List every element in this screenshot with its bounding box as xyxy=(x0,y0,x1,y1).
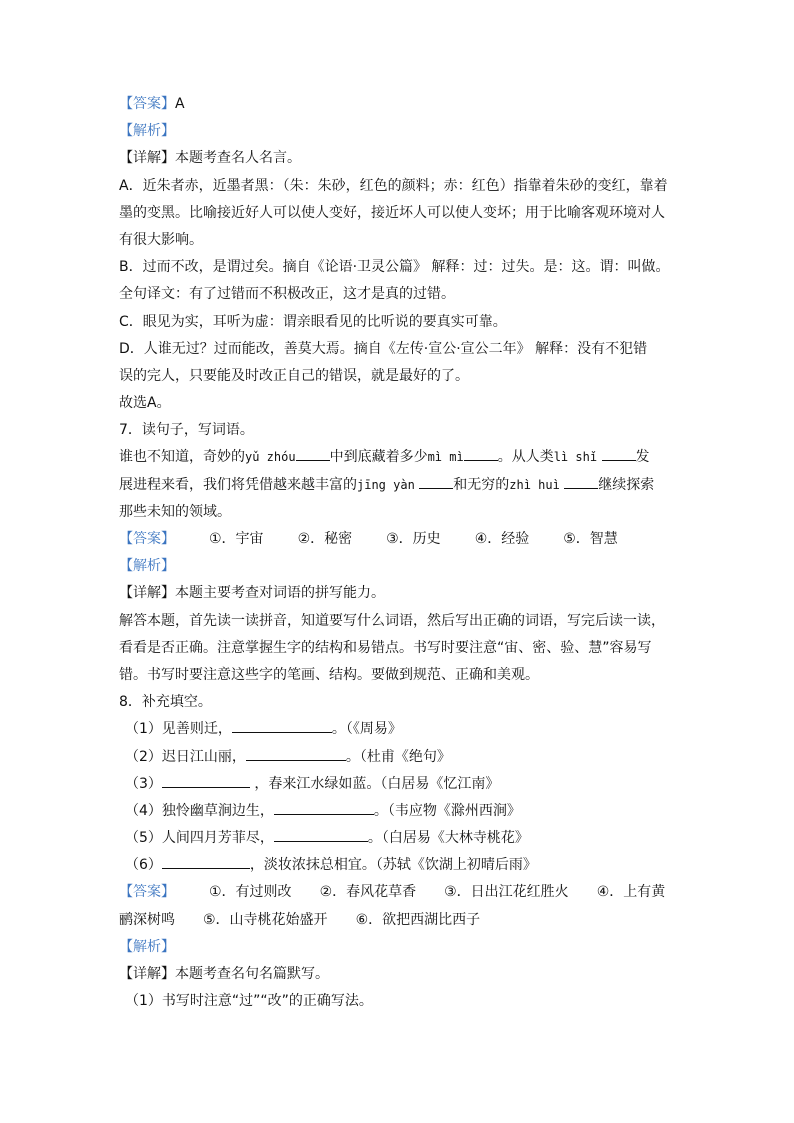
text: 。从人类 xyxy=(497,449,554,466)
text: （5）人间四月芳菲尽， xyxy=(125,830,274,847)
answer-item: ①．有过则改 xyxy=(209,884,292,901)
q6-answer xyxy=(119,93,679,120)
text: 。（白居易《大林寺桃花》 xyxy=(367,830,529,847)
blank xyxy=(419,474,453,489)
blank xyxy=(162,854,250,869)
q6-option-d: D．人谁无过？过而能改，善莫大焉。摘自《左传·宣公·宣公二年》 解释：没有不犯错 xyxy=(119,340,648,357)
q6-option-b-cont: 全句译文：有了过错而不积极改正，这才是真的过错。 xyxy=(119,286,455,303)
pinyin: jīng yàn xyxy=(357,477,415,492)
answer-item: ④．上有黄 xyxy=(596,884,666,901)
blank xyxy=(274,827,368,842)
q8-explanation: （1）书写时注意“过”“改”的正确写法。 xyxy=(125,993,373,1010)
text: 发 xyxy=(635,449,650,466)
text: （6） xyxy=(125,857,162,874)
q8-analysis-label: 【解析】 xyxy=(119,938,175,955)
pinyin: yǔ zhóu xyxy=(245,450,296,465)
answer-label: 【答案】 xyxy=(119,531,175,547)
text: 展进程来看，我们将凭借越来越丰富的 xyxy=(119,476,357,493)
q7-answer xyxy=(119,528,679,555)
pinyin: zhì huì xyxy=(509,477,560,492)
q6-option-a: A．近朱者赤，近墨者黑：（朱：朱砂，红色的颜料；赤：红色）指靠着朱砂的变红，靠着 xyxy=(119,177,668,194)
q8-item-2 xyxy=(119,746,679,773)
q7-explanation: 看看是否正确。注意掌握生字的结构和易错点。书写时要注意“宙、密、验、慧”容易写 xyxy=(119,639,652,656)
q6-conclusion: 故选A。 xyxy=(119,395,171,412)
q8-item-4 xyxy=(119,800,679,827)
blank xyxy=(274,800,374,815)
blank xyxy=(162,773,250,788)
q8-item-3 xyxy=(119,773,679,800)
answer-label: 【答案】 xyxy=(119,884,175,901)
q8-item-5 xyxy=(119,827,679,854)
answer-item: ②．春风花草香 xyxy=(319,884,417,901)
q7-explanation: 错。书写时要注意这些字的笔画、结构。要做到规范、正确和美观。 xyxy=(119,666,539,683)
answer-item: ③．日出江花红胜火 xyxy=(444,884,569,901)
q6-option-d-cont: 误的完人，只要能及时改正自己的错误，就是最好的了。 xyxy=(119,367,469,384)
q8-item-1 xyxy=(119,718,679,745)
answer-item: ③．历史 xyxy=(386,531,441,547)
answer-item: ⑤．山寺桃花始盛开 xyxy=(203,911,328,928)
blank xyxy=(602,446,636,461)
answer-item: 鹂深树鸣 xyxy=(119,911,175,928)
answer-item: ⑥．欲把西湖比西子 xyxy=(355,911,481,928)
q6-analysis-label: 【解析】 xyxy=(119,123,175,140)
text: （1）见善则迁， xyxy=(125,721,232,738)
q7-explanation: 解答本题，首先读一读拼音，知道要写什么词语，然后写出正确的词语，写完后读一读， xyxy=(119,612,665,629)
answer-value: A xyxy=(175,96,185,112)
answer-item: ④．经验 xyxy=(474,531,530,547)
q6-detail: 【详解】本题考查名人名言。 xyxy=(119,150,301,167)
q6-option-c: C．眼见为实，耳听为虚：谓亲眼看见的比听说的要真实可靠。 xyxy=(119,313,507,330)
q8-answer-cont xyxy=(119,909,679,936)
pinyin: mì mì xyxy=(427,450,464,465)
q7-analysis-label: 【解析】 xyxy=(119,558,175,575)
text: 继续探索 xyxy=(598,476,655,493)
text: ，淡妆浓抹总相宜。（苏轼《饮湖上初晴后雨》 xyxy=(249,857,537,874)
q7-line-1 xyxy=(119,446,679,473)
q7-line-2 xyxy=(119,474,679,501)
answer-item: ⑤．智慧 xyxy=(563,531,618,547)
text: 谁也不知道，奇妙的 xyxy=(119,449,245,466)
answer-item: ②．秘密 xyxy=(297,531,353,547)
q7-line-3: 那些未知的领域。 xyxy=(119,503,231,520)
q7-detail: 【详解】本题主要考查对词语的拼写能力。 xyxy=(119,585,385,602)
blank xyxy=(246,746,346,761)
q6-option-b: B．过而不改，是谓过矣。摘自《论语·卫灵公篇》 解释：过：过失。是：这。谓：叫做。 xyxy=(119,259,670,276)
blank xyxy=(232,718,332,733)
q6-option-a-cont: 有很大影响。 xyxy=(119,231,203,248)
q8-detail: 【详解】本题考查名句名篇默写。 xyxy=(119,966,329,982)
q8-answer xyxy=(119,881,679,908)
pinyin: lì shǐ xyxy=(553,450,598,465)
text: 和无穷的 xyxy=(453,476,510,493)
document-page xyxy=(119,93,679,1017)
text: （2）迟日江山丽， xyxy=(125,748,246,765)
text: 。（《周易》 xyxy=(331,721,402,738)
text: （3） xyxy=(125,775,162,792)
answer-item: ①．宇宙 xyxy=(209,531,264,547)
blank xyxy=(296,446,330,461)
text: ，春来江水绿如蓝。（白居易《忆江南》 xyxy=(254,775,500,792)
text: 中到底藏着多少 xyxy=(329,449,428,466)
q6-option-a-cont: 墨的变黑。比喻接近好人可以使人变好，接近坏人可以使人变坏；用于比喻客观环境对人 xyxy=(119,204,665,221)
blank xyxy=(564,474,598,489)
answer-label: 【答案】 xyxy=(119,96,175,112)
text: 。（韦应物《滁州西涧》 xyxy=(373,802,521,819)
text: 。（杜甫《绝句》 xyxy=(345,748,451,765)
q7-title: 7．读句子，写词语。 xyxy=(119,422,254,439)
blank xyxy=(464,446,498,461)
q8-title: 8．补充填空。 xyxy=(119,694,212,711)
q8-item-6 xyxy=(119,854,679,881)
text: （4）独怜幽草涧边生， xyxy=(125,802,274,819)
